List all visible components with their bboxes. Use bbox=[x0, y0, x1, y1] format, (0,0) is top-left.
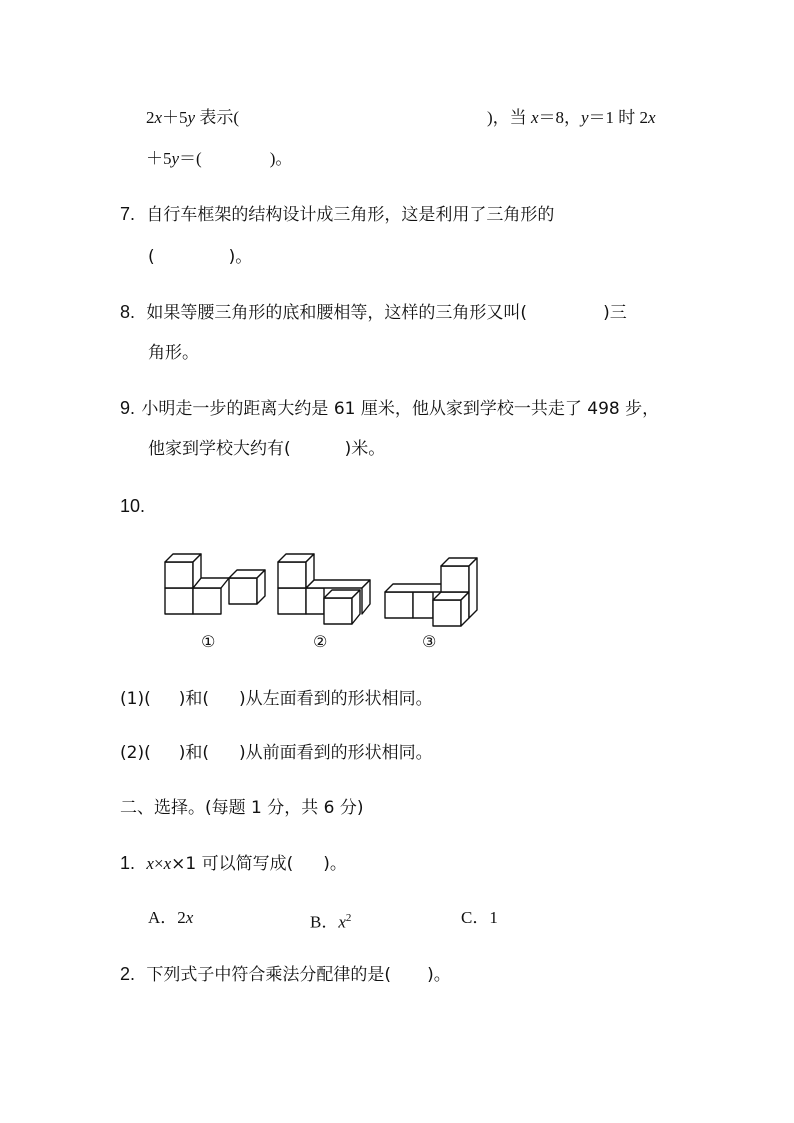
var-y: y bbox=[171, 149, 180, 168]
q6-text: )，当 bbox=[487, 108, 531, 127]
question-number: 9. bbox=[120, 398, 136, 418]
cube-figure-3 bbox=[385, 558, 477, 626]
exponent: 2 bbox=[345, 912, 352, 924]
q6-text: 表示( bbox=[195, 108, 240, 127]
times-sign: × bbox=[153, 854, 164, 873]
var-x: x bbox=[146, 854, 154, 873]
question-text: (1)( bbox=[120, 689, 151, 709]
question-text: )和( bbox=[178, 743, 209, 763]
choice-question-2 bbox=[120, 962, 451, 987]
var-x: x bbox=[154, 108, 163, 127]
question-number: 1. bbox=[120, 853, 136, 873]
var-x: x bbox=[530, 108, 539, 127]
var-x: x bbox=[163, 854, 172, 873]
question-text: )三 bbox=[603, 303, 627, 323]
question-text: 他家到学校大约有( bbox=[148, 439, 291, 459]
var-x: x bbox=[648, 108, 656, 127]
question-text: 下列式子中符合乘法分配律的是( bbox=[146, 965, 392, 985]
question-number: 2. bbox=[120, 964, 136, 984]
question-text: )米。 bbox=[344, 439, 386, 459]
choice-question-1 bbox=[120, 851, 347, 876]
q6-text: ＋5 bbox=[162, 108, 188, 127]
paren: ( bbox=[148, 247, 155, 267]
option-label: C．1 bbox=[461, 908, 498, 927]
question-text: )从前面看到的形状相同。 bbox=[238, 743, 433, 763]
question-text: 如果等腰三角形的底和腰相等，这样的三角形又叫( bbox=[146, 303, 528, 323]
question-text: )和( bbox=[178, 689, 209, 709]
q6-text: )。 bbox=[269, 149, 293, 168]
question-10-sub-2 bbox=[120, 741, 433, 765]
question-text: ×1 可以简写成( bbox=[171, 854, 294, 874]
q6-text: ＋5 bbox=[146, 149, 172, 168]
question-text: )。 bbox=[323, 854, 347, 874]
question-number: 10. bbox=[120, 496, 146, 516]
figure-label-1: ① bbox=[201, 632, 216, 651]
option-label: A．2 bbox=[148, 908, 186, 927]
q6-text: ＝( bbox=[179, 149, 202, 168]
q6-text: ＝8， bbox=[538, 108, 581, 127]
option-a[interactable] bbox=[148, 906, 193, 930]
question-text: )。 bbox=[427, 965, 451, 985]
question-text: 自行车框架的结构设计成三角形，这是利用了三角形的 bbox=[146, 205, 555, 225]
q6-text: 2 bbox=[146, 108, 155, 127]
var-y: y bbox=[187, 108, 196, 127]
question-text: 小明走一步的距离大约是 61 厘米，他从家到学校一共走了 498 步， bbox=[141, 399, 660, 419]
section-2-title: 二、选择。(每题 1 分，共 6 分) bbox=[120, 798, 364, 818]
q6-text: ＝1 时 2 bbox=[588, 108, 649, 127]
option-label: B． bbox=[310, 912, 339, 932]
question-text: )从左面看到的形状相同。 bbox=[238, 689, 433, 709]
paren: )。 bbox=[228, 247, 253, 267]
question-number: 7. bbox=[120, 204, 136, 224]
question-10-sub-1 bbox=[120, 687, 433, 711]
question-number: 8. bbox=[120, 302, 136, 322]
question-text: 角形。 bbox=[148, 343, 199, 363]
option-c[interactable] bbox=[461, 906, 498, 930]
cube-figure-1 bbox=[165, 554, 265, 614]
option-b[interactable] bbox=[310, 906, 351, 935]
cube-figure-2 bbox=[278, 554, 370, 624]
question-text: (2)( bbox=[120, 743, 151, 763]
var-x: x bbox=[338, 912, 346, 932]
var-y: y bbox=[580, 108, 589, 127]
figure-label-3: ③ bbox=[422, 632, 437, 651]
figure-label-2: ② bbox=[313, 632, 328, 651]
var-x: x bbox=[185, 908, 194, 927]
